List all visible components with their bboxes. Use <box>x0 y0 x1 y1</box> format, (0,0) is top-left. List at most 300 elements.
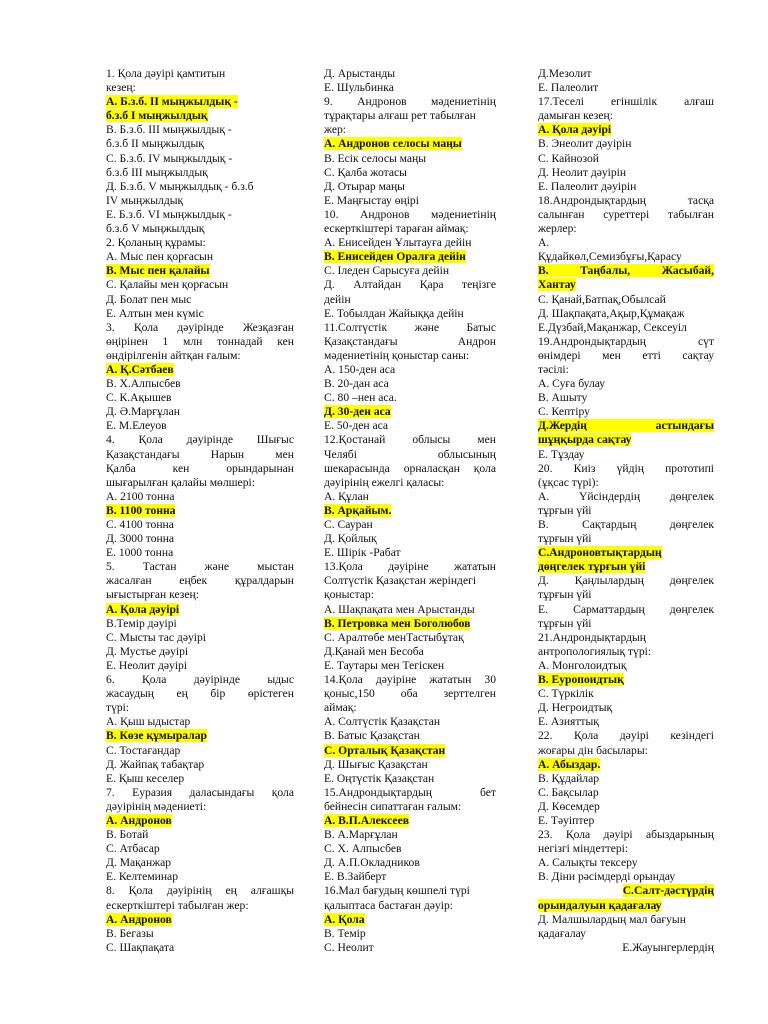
text-line <box>324 391 496 405</box>
line-text: 19.Андрондықтардың сүт <box>538 334 714 348</box>
line-text: Е. Шірік -Рабат <box>324 546 401 560</box>
line-text: С. Х. Алпысбев <box>324 842 402 856</box>
text-line <box>106 546 294 560</box>
line-text: С. Іледен Сарысуға дейін <box>324 264 450 278</box>
text-line <box>324 687 496 701</box>
text-line <box>106 208 294 222</box>
line-text: Челябі облысының <box>324 447 496 461</box>
line-text: А. 150-ден аса <box>324 362 396 376</box>
line-text: 18.Андрондықтардың тасқа <box>538 193 714 207</box>
line-text: дамыған кезең: <box>538 109 613 123</box>
line-text: Д. Мустье дәуірі <box>106 644 189 658</box>
line-text: Д. Шығыс Қазақстан <box>324 757 428 771</box>
highlighted-answer-line <box>324 250 496 264</box>
text-line <box>538 293 714 307</box>
highlighted-answer-line <box>324 617 496 631</box>
text-line <box>106 588 294 602</box>
line-text: тұрғын үйі <box>538 532 592 546</box>
text-line <box>106 574 294 588</box>
text-line <box>324 870 496 884</box>
line-text: жасаудың ең бір өрістеген <box>106 687 294 701</box>
line-text: С. Сауран <box>324 518 373 531</box>
correct-answer-text: А. Абыздар. <box>538 757 601 771</box>
correct-answer-text: С.Салт-дәстүрдің <box>622 884 714 898</box>
line-text: дәуірінің мәдениеті: <box>106 799 207 813</box>
text-line <box>324 293 496 307</box>
line-text: бейнесін сипаттаған ғалым: <box>324 799 462 813</box>
line-text: Д. Ә.Марғұлан <box>106 405 180 419</box>
correct-answer-text: А. Қ.Сәтбаев <box>106 362 174 376</box>
line-text: ескерткіштері тараған аймақ: <box>324 222 469 236</box>
highlighted-answer-line <box>106 603 294 617</box>
line-text: қоныс,150 оба зерттелген <box>324 687 496 701</box>
line-text: В. Энеолит дәуірін <box>538 137 632 151</box>
line-text: 1. Қола дәуірі қамтитын <box>106 67 226 80</box>
line-text: 22. Қола дәуірі кезіндегі <box>538 729 714 743</box>
text-line <box>106 307 294 321</box>
text-line <box>324 800 496 814</box>
text-line <box>106 856 294 870</box>
text-line <box>106 462 294 476</box>
text-line <box>324 321 496 335</box>
text-line <box>538 842 714 856</box>
line-text: 3. Қола дәуірінде Жезқазған <box>106 320 294 334</box>
line-text: С. Тостағандар <box>106 743 181 757</box>
text-line <box>538 856 714 870</box>
line-text: б.з.б V мыңжылдық <box>106 222 205 236</box>
text-line <box>538 504 714 518</box>
text-line <box>106 884 294 898</box>
line-text: В. Діни рәсімдерді орындау <box>538 870 676 884</box>
line-text: В. Батыс Қазақстан <box>324 729 420 743</box>
line-text: Д.Қанай мен Бесоба <box>324 644 424 658</box>
text-line <box>324 758 496 772</box>
line-text: А. Құлан <box>324 489 369 503</box>
line-text: б.з.б ІІ мыңжылдық <box>106 137 204 151</box>
highlighted-answer-line <box>538 433 714 447</box>
line-text: 12.Қостанай облысы мен <box>324 433 496 447</box>
line-text: шекарасында орналасқан қола <box>324 461 496 475</box>
highlighted-answer-line <box>538 673 714 687</box>
line-text: В. Ашыту <box>538 391 588 405</box>
text-line <box>106 166 294 180</box>
line-text: Е. Келтеминар <box>106 870 179 884</box>
text-line <box>538 941 714 955</box>
text-line <box>324 631 496 645</box>
line-text: Д.Мезолит <box>538 67 592 80</box>
line-text: В. Құдайлар <box>538 771 600 785</box>
text-line <box>106 123 294 137</box>
highlighted-answer-line <box>538 278 714 292</box>
text-line <box>106 349 294 363</box>
correct-answer-text: Хантау <box>538 278 576 292</box>
text-line <box>106 490 294 504</box>
text-line <box>538 81 714 95</box>
text-line <box>538 744 714 758</box>
highlighted-answer-line <box>324 913 496 927</box>
correct-answer-text: А. Андронов <box>106 912 172 926</box>
line-text: А. Суға булау <box>538 377 606 391</box>
text-line <box>106 941 294 955</box>
text-line <box>106 842 294 856</box>
text-line <box>538 532 714 546</box>
highlighted-answer-line <box>538 419 714 433</box>
line-text: жерлер: <box>538 222 577 236</box>
line-text: 15.Андрондықтардың бет <box>324 785 496 799</box>
text-line <box>538 870 714 884</box>
text-line <box>538 180 714 194</box>
text-line <box>538 349 714 363</box>
line-text: Е. Маңғыстау өңірі <box>324 193 419 207</box>
text-line <box>106 744 294 758</box>
line-text: дәуірінің ежелгі қаласы: <box>324 475 445 489</box>
highlighted-answer-line <box>538 546 714 560</box>
text-line <box>324 448 496 462</box>
text-line <box>106 715 294 729</box>
line-text: С. К.Ақышев <box>106 391 172 405</box>
line-text: В. Сақтардың дөңгелек <box>538 518 714 531</box>
line-text: А. Монголоидтық <box>538 658 627 672</box>
text-line <box>324 95 496 109</box>
correct-answer-text: С.Андроновтықтардың <box>538 546 662 560</box>
line-text: мәдениетінің қоныстар саны: <box>324 348 470 362</box>
text-line <box>538 518 714 532</box>
line-text: дейін <box>324 292 351 306</box>
line-text: қалыптаса бастаған дәуір: <box>324 898 453 912</box>
correct-answer-text: А. В.П.Алексеев <box>324 813 409 827</box>
line-text: тұрғын үйі <box>538 503 592 517</box>
text-line <box>324 278 496 292</box>
line-text: С. 80 –нен аса. <box>324 391 397 405</box>
line-text: С. Аралтөбе менТастыбұтақ <box>324 630 464 644</box>
text-line <box>324 673 496 687</box>
line-text: Е. Сарматтардың дөңгелек <box>538 602 714 616</box>
highlighted-answer-line <box>538 884 714 898</box>
line-text: Д. Арыстанды <box>324 67 396 80</box>
text-line <box>324 701 496 715</box>
text-line <box>538 152 714 166</box>
text-line <box>538 659 714 673</box>
text-line <box>106 701 294 715</box>
text-line <box>106 927 294 941</box>
line-text: 20. Киіз үйдің прототипі <box>538 461 714 475</box>
line-text: ІV мыңжылдық <box>106 193 184 207</box>
line-text: 7. Еуразия даласындағы қола <box>106 785 294 799</box>
text-line <box>106 673 294 687</box>
line-text: Д. Неолит дәуірін <box>538 165 627 179</box>
highlighted-answer-line <box>106 95 294 109</box>
correct-answer-text: А. Қола дәуірі <box>538 123 612 137</box>
line-text: В. Б.з.б. ІІІ мыңжылдық - <box>106 123 232 137</box>
line-text: жасалған еңбек құралдарын <box>106 574 294 588</box>
highlighted-answer-line <box>106 913 294 927</box>
line-text: С. Кептіру <box>538 405 590 419</box>
text-line <box>538 321 714 335</box>
line-text: С. Шақпақата <box>106 940 175 954</box>
line-text: Қазақстандағы Нарын мен <box>106 447 294 461</box>
line-text: Д. Негроидтық <box>538 701 613 715</box>
line-text: А. <box>538 236 550 250</box>
text-line <box>324 884 496 898</box>
line-text: кезең: <box>106 81 136 95</box>
line-text: жер: <box>324 123 347 137</box>
text-line <box>324 490 496 504</box>
text-line <box>324 941 496 955</box>
line-text: негізгі міндеттері: <box>538 842 629 856</box>
text-line <box>538 588 714 602</box>
text-line <box>538 109 714 123</box>
text-line <box>106 250 294 264</box>
text-line <box>324 715 496 729</box>
line-text: 8. Қола дәуірінің ең алғашқы <box>106 884 294 898</box>
line-text: Е. Қыш кеселер <box>106 771 185 785</box>
line-text: Е. Неолит дәуірі <box>106 658 188 672</box>
line-text: өнімдері мен етті сақтау <box>538 348 714 362</box>
line-text: 23. Қола дәуірі абыздарының <box>538 828 714 842</box>
line-text: С. Қалайы мен қорғасын <box>106 278 229 292</box>
line-text: В. А.Марғұлан <box>324 828 398 842</box>
line-text: 16.Мал бағудың көшпелі түрі <box>324 884 470 898</box>
highlighted-answer-line <box>538 264 714 278</box>
text-line <box>106 152 294 166</box>
line-text: Д. Көсемдер <box>538 799 600 813</box>
text-line <box>106 405 294 419</box>
line-text: қоныстар: <box>324 588 374 602</box>
line-text: Д. Б.з.б. V мыңжылдық - б.з.б <box>106 179 254 193</box>
highlighted-answer-line <box>324 814 496 828</box>
line-text: Д. Жайпақ табақтар <box>106 757 205 771</box>
line-text: Е.Дүзбай,Мақанжар, Сексеуіл <box>538 320 687 334</box>
text-line <box>538 166 714 180</box>
text-line <box>106 659 294 673</box>
line-text: тұрғын үйі <box>538 616 592 630</box>
text-line <box>106 518 294 532</box>
line-text: В. 20-дан аса <box>324 377 389 391</box>
highlighted-answer-line <box>106 504 294 518</box>
line-text: А. Мыс пен қорғасын <box>106 250 214 264</box>
text-line <box>106 222 294 236</box>
line-text: Д. Болат пен мыс <box>106 292 192 306</box>
line-text: Е. 1000 тонна <box>106 546 174 560</box>
correct-answer-text: б.з.б І мыңжылдық <box>106 109 208 123</box>
text-line <box>106 236 294 250</box>
correct-answer-text: А. Қола дәуірі <box>106 602 180 616</box>
column-middle <box>324 67 496 955</box>
correct-answer-text: С. Орталық Қазақстан <box>324 743 446 757</box>
line-text: антропологиялық түрі: <box>538 644 652 658</box>
text-line <box>106 617 294 631</box>
line-text: Е. 50-ден аса <box>324 419 389 433</box>
text-line <box>106 81 294 95</box>
text-line <box>324 546 496 560</box>
correct-answer-text: В. Таңбалы, Жасыбай, <box>538 264 714 278</box>
line-text: қадағалау <box>538 926 586 940</box>
line-text: В. Бегазы <box>106 926 154 940</box>
line-text: 14.Қола дәуіріне жататын 30 <box>324 673 496 687</box>
line-text: Д. Қойлық <box>324 532 377 546</box>
line-text: В. Ботай <box>106 828 149 842</box>
text-line <box>324 123 496 137</box>
line-text: шығарылған қалайы мөлшері: <box>106 475 255 489</box>
text-line <box>324 899 496 913</box>
correct-answer-text: В. Еуропоидтық <box>538 673 624 687</box>
correct-answer-text: В. Петровка мен Боголюбов <box>324 616 471 630</box>
text-line <box>106 391 294 405</box>
line-text: С. Б.з.б. ІV мыңжылдық - <box>106 151 233 165</box>
correct-answer-text: Д.Жердің астындағы <box>538 419 714 433</box>
text-line <box>538 307 714 321</box>
text-line <box>106 448 294 462</box>
line-text: А. Қыш ыдыстар <box>106 715 191 729</box>
line-text: Е. Оңтүстік Қазақстан <box>324 771 435 785</box>
line-text: 11.Солтүстік және Батыс <box>324 320 496 334</box>
text-line <box>106 687 294 701</box>
highlighted-answer-line <box>324 405 496 419</box>
line-text: 2. Қоланың құрамы: <box>106 236 206 250</box>
text-line <box>106 476 294 490</box>
text-line <box>538 67 714 81</box>
line-text: Е. Б.з.б. VІ мыңжылдық - <box>106 207 232 221</box>
line-text: В. Х.Алпысбев <box>106 377 181 391</box>
text-line <box>324 152 496 166</box>
text-line <box>106 321 294 335</box>
text-line <box>106 433 294 447</box>
text-line <box>538 208 714 222</box>
text-line <box>538 250 714 264</box>
line-text: 17.Теселі егіншілік алғаш <box>538 95 714 109</box>
highlighted-answer-line <box>538 758 714 772</box>
column-right <box>538 67 714 955</box>
highlighted-answer-line <box>538 560 714 574</box>
text-line <box>538 603 714 617</box>
line-text: Е. В.Зайберт <box>324 870 387 884</box>
line-text: Д. 3000 тонна <box>106 532 175 546</box>
line-text: С. Неолит <box>324 940 374 954</box>
text-line <box>538 490 714 504</box>
text-line <box>324 377 496 391</box>
line-text: В.Темір дәуірі <box>106 616 177 630</box>
text-line <box>538 645 714 659</box>
highlighted-answer-line <box>324 744 496 758</box>
line-text: ескерткіштері табылған жер: <box>106 898 249 912</box>
line-text: 21.Андрондықтардың <box>538 630 646 644</box>
line-text: С. Түркілік <box>538 687 594 701</box>
line-text: түрі: <box>106 701 130 715</box>
correct-answer-text: А. Б.з.б. ІІ мыңжылдық - <box>106 95 238 109</box>
text-line <box>106 532 294 546</box>
text-line <box>106 293 294 307</box>
line-text: 4. Қола дәуірінде Шығыс <box>106 433 294 447</box>
text-line <box>538 786 714 800</box>
line-text: Д. Шақпақата,Ақыр,Құмақаж <box>538 306 685 320</box>
line-text: В. Есік селосы маңы <box>324 151 427 165</box>
text-line <box>324 588 496 602</box>
line-text: С. 4100 тонна <box>106 518 174 531</box>
text-line <box>538 814 714 828</box>
text-line <box>324 433 496 447</box>
text-line <box>538 617 714 631</box>
column-left <box>106 67 294 955</box>
line-text: Д. Малшылардың мал бағуын <box>538 912 686 926</box>
text-line <box>106 772 294 786</box>
line-text: В. Темір <box>324 926 366 940</box>
line-text: 10. Андронов мәдениетінің <box>324 207 496 221</box>
line-text: Е. Алтын мен күміс <box>106 306 204 320</box>
text-line <box>324 828 496 842</box>
correct-answer-text: В. 1100 тонна <box>106 503 176 517</box>
text-line <box>538 391 714 405</box>
text-line <box>324 222 496 236</box>
line-text: Д. Қаңлылардың дөңгелек <box>538 574 714 588</box>
correct-answer-text: В. Арқайым. <box>324 503 392 517</box>
line-text: Д. Мақанжар <box>106 856 172 870</box>
line-text: өңірінен 1 млн тоннадай кен <box>106 334 294 348</box>
correct-answer-text: А. Андронов <box>106 813 172 827</box>
line-text: А. Үйсіндердің дөңгелек <box>538 489 714 503</box>
text-line <box>324 307 496 321</box>
text-line <box>538 222 714 236</box>
text-line <box>106 180 294 194</box>
highlighted-answer-line <box>106 814 294 828</box>
text-line <box>538 800 714 814</box>
text-line <box>538 335 714 349</box>
text-line <box>538 828 714 842</box>
line-text: Д. А.П.Окладников <box>324 856 420 870</box>
text-line <box>324 109 496 123</box>
line-text: Қазақстандағы Андрон <box>324 334 496 348</box>
text-line <box>324 856 496 870</box>
line-text: Д. Отырар маңы <box>324 179 405 193</box>
line-text: тұрғын үйі <box>538 588 592 602</box>
text-line <box>324 574 496 588</box>
line-text: аймақ: <box>324 701 357 715</box>
text-line <box>106 645 294 659</box>
line-text: Е. Тұздау <box>538 447 585 461</box>
text-line <box>324 659 496 673</box>
text-line <box>324 67 496 81</box>
correct-answer-text: А. Қола <box>324 912 365 926</box>
text-line <box>538 772 714 786</box>
text-line <box>538 95 714 109</box>
highlighted-answer-line <box>538 899 714 913</box>
text-line <box>324 208 496 222</box>
text-line <box>324 236 496 250</box>
line-text: 5. Тастан және мыстан <box>106 560 294 574</box>
text-line <box>106 419 294 433</box>
text-line <box>106 194 294 208</box>
line-text: С. Атбасар <box>106 842 160 856</box>
line-text: А. Шақпақата мен Арыстанды <box>324 602 475 616</box>
text-line <box>538 574 714 588</box>
text-line <box>324 166 496 180</box>
line-text: салынған суреттері табылған <box>538 207 714 221</box>
text-line <box>324 927 496 941</box>
line-text: өндірілгенін айтқан ғалым: <box>106 348 241 362</box>
text-line <box>106 67 294 81</box>
correct-answer-text: дөңгелек тұрғын үйі <box>538 560 646 574</box>
highlighted-answer-line <box>106 109 294 123</box>
line-text: С. Қалба жотасы <box>324 165 407 179</box>
line-text: (ұқсас түрі): <box>538 475 599 489</box>
text-line <box>538 363 714 377</box>
text-line <box>324 363 496 377</box>
correct-answer-text: А. Андронов селосы маңы <box>324 137 462 151</box>
correct-answer-text: орындалуын қадағалау <box>538 898 662 912</box>
highlighted-answer-line <box>324 137 496 151</box>
text-line <box>324 194 496 208</box>
text-line <box>106 786 294 800</box>
line-text: Е. Азияттық <box>538 715 599 729</box>
